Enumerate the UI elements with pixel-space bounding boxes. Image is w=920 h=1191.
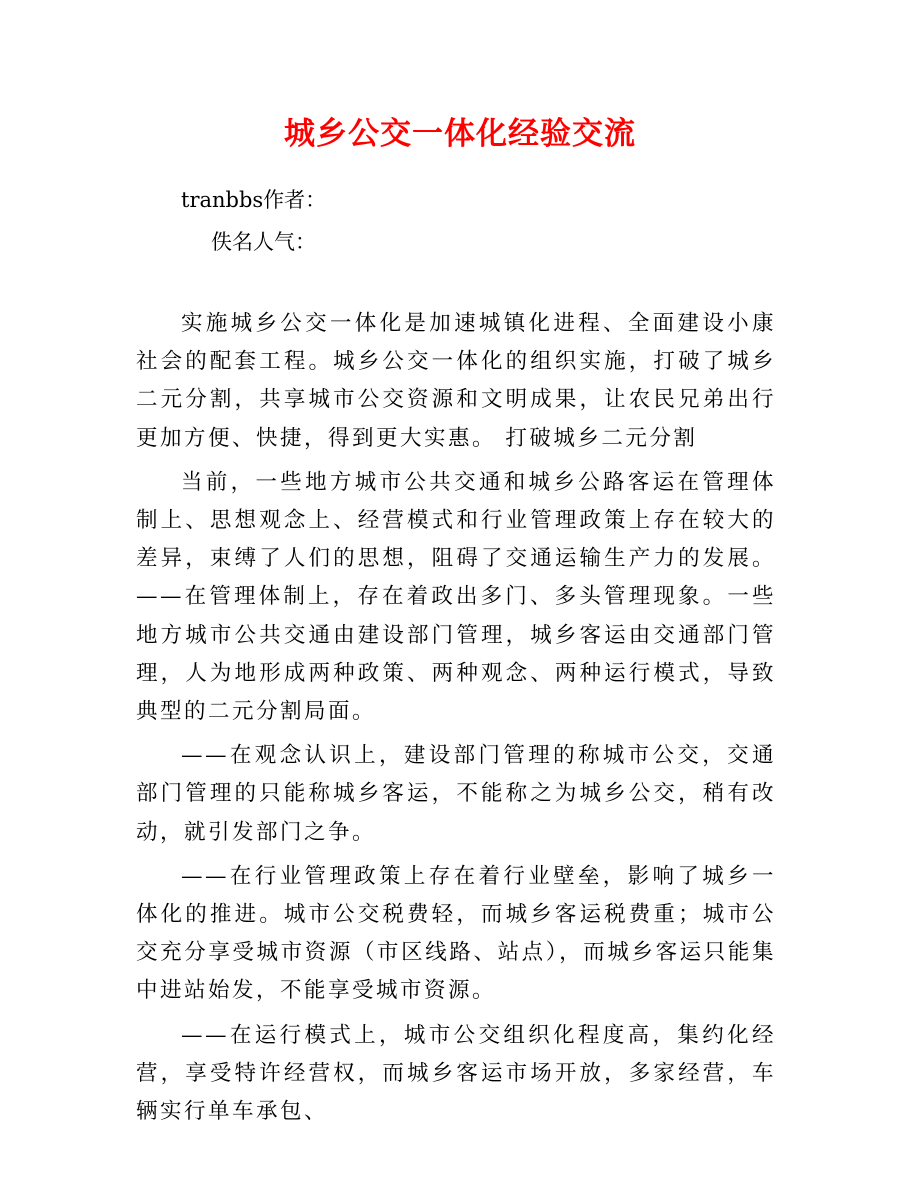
document-body	[136, 305, 776, 1131]
document-title: 城乡公交一体化经验交流	[284, 116, 636, 152]
paragraph-1: 实施城乡公交一体化是加速城镇化进程、全面建设小康社会的配套工程。城乡公交一体化的组织实施，打破了城乡二元分割，共享城市公交资源和文明成果，让农民兄弟出行更加方便、快捷，得到更大实惠。 打破城乡二元分割	[136, 311, 776, 451]
paragraph-5: ——在运行模式上，城市公交组织化程度高，集约化经营，享受特许经营权，而城乡客运市场开放，多家经营，车辆实行单车承包、	[136, 1022, 776, 1125]
popularity-line: 佚名人气：	[211, 230, 316, 254]
author-line: tranbbs作者：	[181, 188, 327, 212]
paragraph-3: ——在观念认识上，建设部门管理的称城市公交，交通部门管理的只能称城乡客运，不能称之为城乡公交，稍有改动，就引发部门之争。	[136, 743, 776, 845]
paragraph-2: 当前，一些地方城市公共交通和城乡公路客运在管理体制上、思想观念上、经营模式和行业管理政策上存在较大的差异，束缚了人们的思想，阻碍了交通运输生产力的发展。——在管理体制上，存在着政出多门、多头管理现象。一些地方城市公共交通由建设部门管理，城乡客运由交通部门管理，人为地形成两种政策、两种观念、两种运行模式，导致典型的二元分割局面。	[136, 469, 776, 725]
paragraph-4: ——在行业管理政策上存在着行业壁垒，影响了城乡一体化的推进。城市公交税费轻，而城乡客运税费重；城市公交充分享受城市资源（市区线路、站点），而城乡客运只能集中进站始发，不能享受城市资源。	[136, 863, 776, 1004]
